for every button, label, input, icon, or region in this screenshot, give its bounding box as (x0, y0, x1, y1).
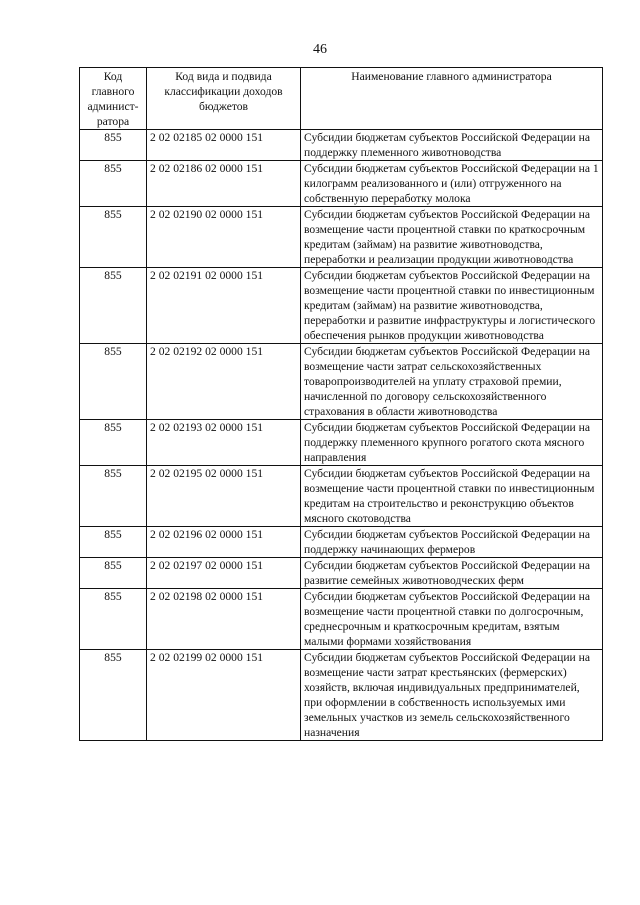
income-code-cell: 2 02 02199 02 0000 151 (147, 650, 301, 741)
admin-name-cell: Субсидии бюджетам субъектов Российской Федерации на возмещение части процентной ставки по краткосрочным кредитам (займам) на развитие животноводства, переработки и реализации продукции животноводства (301, 207, 603, 268)
income-code-cell: 2 02 02192 02 0000 151 (147, 344, 301, 420)
admin-code-cell: 855 (80, 420, 147, 466)
admin-code-cell: 855 (80, 161, 147, 207)
table-row (80, 466, 603, 527)
admin-name-cell: Субсидии бюджетам субъектов Российской Федерации на поддержку начинающих фермеров (301, 527, 603, 558)
admin-code-cell: 855 (80, 268, 147, 344)
admin-name-cell: Субсидии бюджетам субъектов Российской Федерации на возмещение части затрат крестьянских (фермерских) хозяйств, включая индивидуальных предпринимателей, при оформлении в собственность используемых ими земельных участков из земель сельскохозяйственного назначения (301, 650, 603, 741)
table-row (80, 268, 603, 344)
table-row (80, 558, 603, 589)
admin-name-cell: Субсидии бюджетам субъектов Российской Федерации на возмещение части процентной ставки по долгосрочным, среднесрочным и краткосрочным кредитам, взятым малыми формами хозяйствования (301, 589, 603, 650)
income-code-cell: 2 02 02186 02 0000 151 (147, 161, 301, 207)
table-row (80, 207, 603, 268)
admin-name-cell: Субсидии бюджетам субъектов Российской Федерации на поддержку племенного крупного рогатого скота мясного направления (301, 420, 603, 466)
table-row (80, 527, 603, 558)
table-row (80, 589, 603, 650)
admin-name-cell: Субсидии бюджетам субъектов Российской Федерации на возмещение части процентной ставки по инвестиционным кредитам (займам) на развитие животноводства, переработки и развитие инфраструктуры и логистического обеспечения рынков продукции животноводства (301, 268, 603, 344)
header-admin-name: Наименование главного администратора (301, 68, 603, 130)
income-code-cell: 2 02 02185 02 0000 151 (147, 130, 301, 161)
admin-code-cell: 855 (80, 527, 147, 558)
table-row (80, 344, 603, 420)
admin-name-cell: Субсидии бюджетам субъектов Российской Федерации на развитие семейных животноводческих ферм (301, 558, 603, 589)
admin-code-cell: 855 (80, 589, 147, 650)
admin-code-cell: 855 (80, 130, 147, 161)
admin-name-cell: Субсидии бюджетам субъектов Российской Федерации на поддержку племенного животноводства (301, 130, 603, 161)
income-code-cell: 2 02 02198 02 0000 151 (147, 589, 301, 650)
table-row (80, 161, 603, 207)
income-code-cell: 2 02 02197 02 0000 151 (147, 558, 301, 589)
table-row (80, 130, 603, 161)
page-number: 46 (313, 42, 327, 57)
header-admin-code: Код главного админист-ратора (80, 68, 147, 130)
income-code-cell: 2 02 02193 02 0000 151 (147, 420, 301, 466)
income-code-cell: 2 02 02196 02 0000 151 (147, 527, 301, 558)
table-row (80, 420, 603, 466)
income-code-cell: 2 02 02190 02 0000 151 (147, 207, 301, 268)
admin-code-cell: 855 (80, 466, 147, 527)
admin-name-cell: Субсидии бюджетам субъектов Российской Федерации на возмещение части затрат сельскохозяйственных товаропроизводителей на уплату страховой премии, начисленной по договору сельскохозяйственного страхования в области животноводства (301, 344, 603, 420)
admin-name-cell: Субсидии бюджетам субъектов Российской Федерации на 1 килограмм реализованного и (или) отгруженного на собственную переработку молока (301, 161, 603, 207)
income-code-cell: 2 02 02195 02 0000 151 (147, 466, 301, 527)
table-header-row (80, 68, 603, 130)
admin-code-cell: 855 (80, 207, 147, 268)
admin-name-cell: Субсидии бюджетам субъектов Российской Федерации на возмещение части процентной ставки по инвестиционным кредитам на строительство и реконструкцию объектов мясного скотоводства (301, 466, 603, 527)
admin-code-cell: 855 (80, 344, 147, 420)
admin-code-cell: 855 (80, 558, 147, 589)
admin-code-cell: 855 (80, 650, 147, 741)
income-classification-table (79, 67, 603, 741)
table-row (80, 650, 603, 741)
header-income-code: Код вида и подвида классификации доходов бюджетов (147, 68, 301, 130)
income-code-cell: 2 02 02191 02 0000 151 (147, 268, 301, 344)
